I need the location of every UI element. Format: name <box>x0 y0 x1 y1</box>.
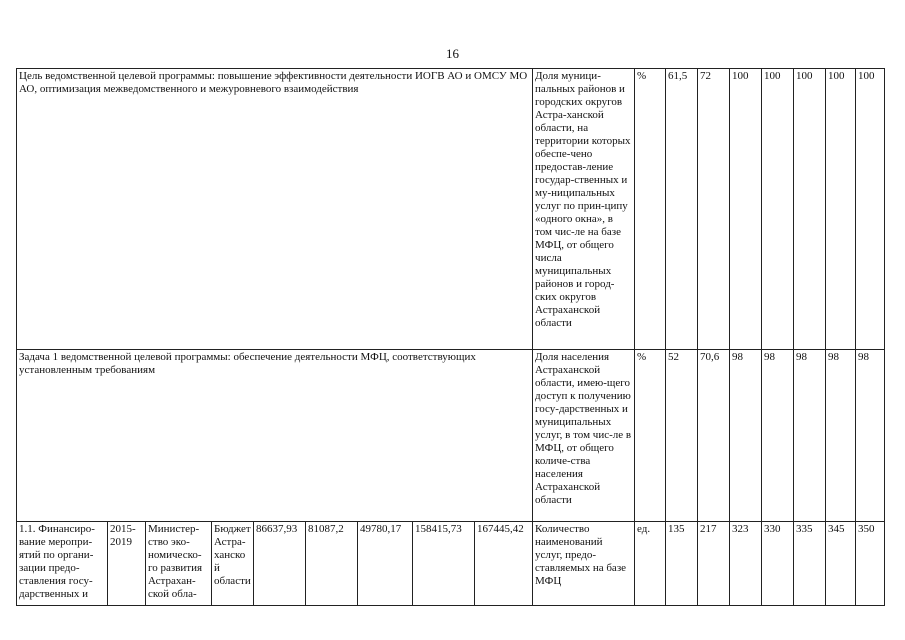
value-cell: 135 <box>666 522 698 606</box>
finance-cell: 49780,17 <box>358 522 413 606</box>
executor-cell: Министер-ство эко-номическо-го развития Астрахан-ской обла- <box>146 522 212 606</box>
value-cell: 98 <box>794 350 826 522</box>
page-number: 16 <box>446 46 459 61</box>
value-cell: 100 <box>730 69 762 350</box>
source-cell: Бюджет Астра-ханской области <box>212 522 254 606</box>
value-cell: 98 <box>762 350 794 522</box>
unit-cell: % <box>635 69 666 350</box>
table-row-task <box>17 350 885 522</box>
finance-cell: 81087,2 <box>306 522 358 606</box>
period-cell: 2015-2019 <box>108 522 146 606</box>
value-cell: 323 <box>730 522 762 606</box>
measure-cell: 1.1. Финансиро-вание меропри-ятий по органи-зации предо-ставления госу-дарственных и <box>17 522 108 606</box>
indicator-cell: Количество наименований услуг, предо-ставляемых на базе МФЦ <box>533 522 635 606</box>
value-cell: 335 <box>794 522 826 606</box>
value-cell: 52 <box>666 350 698 522</box>
value-cell: 72 <box>698 69 730 350</box>
value-cell: 61,5 <box>666 69 698 350</box>
unit-cell: % <box>635 350 666 522</box>
value-cell: 100 <box>762 69 794 350</box>
indicator-cell: Доля населения Астраханской области, имею-щего доступ к получению госу-дарственных и муниципальных услуг, в том чис-ле в МФЦ, от общего количе-ства населения Астраханской области <box>533 350 635 522</box>
value-cell: 100 <box>794 69 826 350</box>
finance-cell: 167445,42 <box>475 522 533 606</box>
goal-cell: Цель ведомственной целевой программы: повышение эффективности деятельности ИОГВ АО и ОМСУ МО АО, оптимизация межведомственного и межуровневого взаимодействия <box>17 69 533 350</box>
value-cell: 70,6 <box>698 350 730 522</box>
value-cell: 98 <box>856 350 885 522</box>
table-row-goal <box>17 69 885 350</box>
value-cell: 98 <box>826 350 856 522</box>
indicator-cell: Доля муници-пальных районов и городских округов Астра-ханской области, на территории которых обеспе-чено предостав-ление государ-ственных и му-ниципальных услуг по прин-ципу «одного окна», в том чис-ле на базе МФЦ, от общего числа муниципальных районов и город-ских округов Астраханской области <box>533 69 635 350</box>
value-cell: 98 <box>730 350 762 522</box>
finance-cell: 158415,73 <box>413 522 475 606</box>
value-cell: 350 <box>856 522 885 606</box>
finance-cell: 86637,93 <box>254 522 306 606</box>
program-table <box>16 68 885 606</box>
value-cell: 330 <box>762 522 794 606</box>
task-cell: Задача 1 ведомственной целевой программы: обеспечение деятельности МФЦ, соответствующих установленным требованиям <box>17 350 533 522</box>
value-cell: 217 <box>698 522 730 606</box>
unit-cell: ед. <box>635 522 666 606</box>
value-cell: 100 <box>826 69 856 350</box>
table-row-measure <box>17 522 885 606</box>
value-cell: 345 <box>826 522 856 606</box>
value-cell: 100 <box>856 69 885 350</box>
